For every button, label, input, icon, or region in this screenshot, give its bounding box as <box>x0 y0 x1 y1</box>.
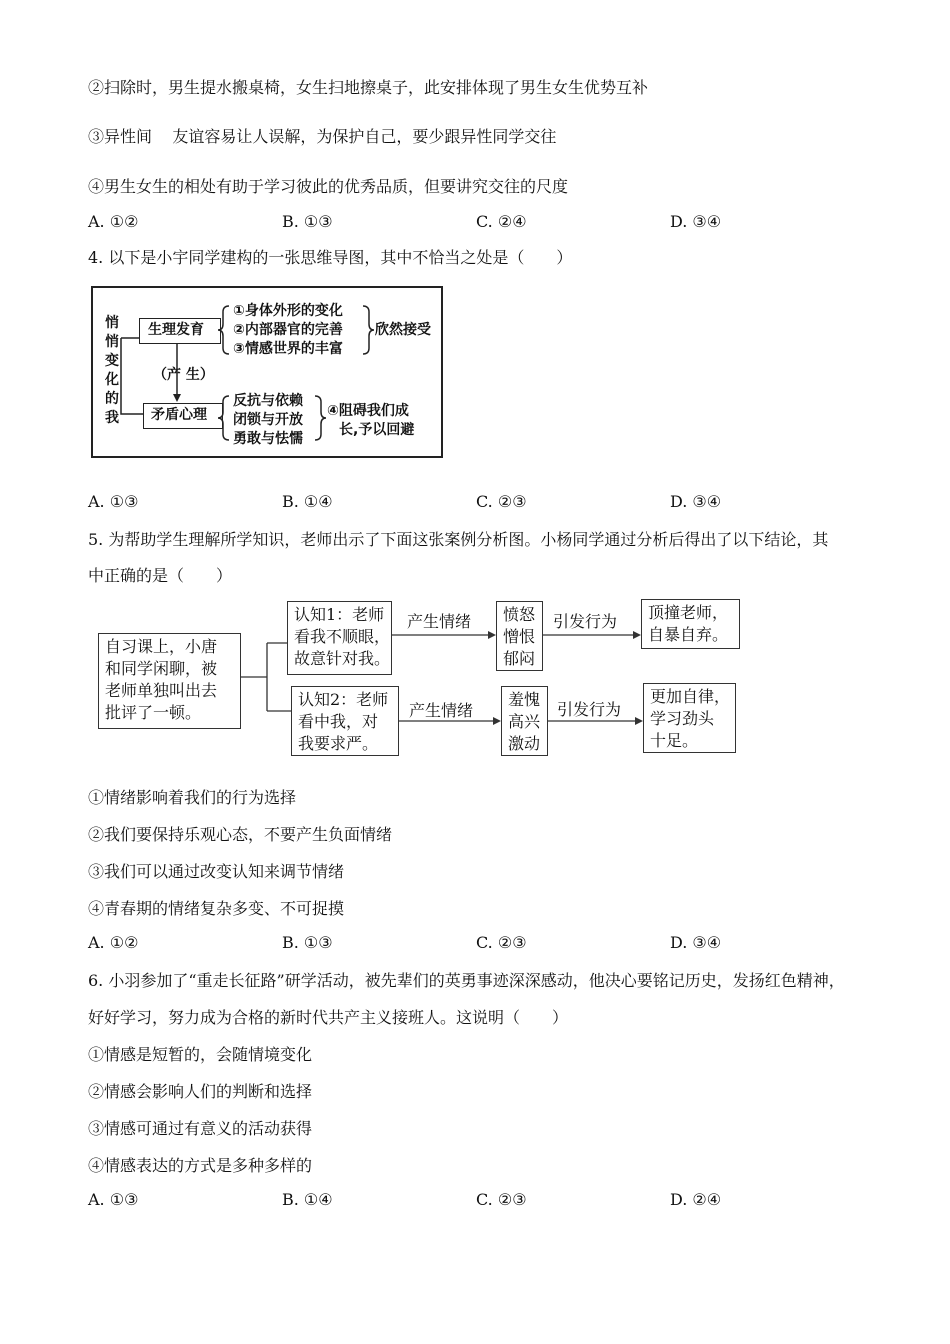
action2-line: 更加自律， <box>650 687 731 706</box>
mind-map-root-char: 化 <box>105 372 119 388</box>
cognition1-line: 看我不顺眼， <box>294 627 391 646</box>
q6-option-c[interactable]: C. ②③ <box>476 1190 527 1209</box>
q6-option-a[interactable]: A. ①③ <box>88 1190 139 1209</box>
q6-stem-line2: 好好学习，努力成为合格的新时代共产主义接班人。这说明（ ） <box>88 1008 569 1027</box>
event-line: 老师单独叫出去 <box>105 681 218 700</box>
cognition2-line: 看中我，对 <box>298 712 379 731</box>
q4-option-d[interactable]: D. ③④ <box>670 492 722 511</box>
q5-item-4: ④青春期的情绪复杂多变、不可捉摸 <box>88 899 345 918</box>
cognition1-line: 故意针对我。 <box>294 649 391 668</box>
event-line: 批评了一顿。 <box>105 703 202 722</box>
q6-option-d[interactable]: D. ②④ <box>670 1190 722 1209</box>
action1-line: 自暴自弃。 <box>648 625 729 644</box>
emotion2-line: 羞愧 <box>508 690 541 709</box>
branch2-item: 反抗与依赖 <box>233 393 303 409</box>
mind-map-connectors <box>91 286 443 458</box>
mind-map-root-char: 变 <box>105 353 119 369</box>
statement-2: ②扫除时，男生提水搬桌椅，女生扫地擦桌子，此安排体现了男生女生优势互补 <box>88 78 649 97</box>
branch1-item: ③情感世界的丰富 <box>233 341 343 357</box>
mind-map <box>91 286 443 458</box>
cause-behavior-label: 引发行为 <box>553 612 618 631</box>
mind-map-root-char: 我 <box>105 410 119 426</box>
event-line: 自习课上，小唐 <box>105 637 218 656</box>
node-conflict-label: 矛盾心理 <box>151 407 207 423</box>
q4-stem: 4. 以下是小宇同学建构的一张思维导图，其中不恰当之处是（ ） <box>88 248 573 267</box>
q5-stem-line1: 5. 为帮助学生理解所学知识，老师出示了下面这张案例分析图。小杨同学通过分析后得出了以下结论，其 <box>88 530 829 549</box>
cognition1-line: 认知1：老师 <box>294 605 385 624</box>
case-diagram <box>95 597 745 757</box>
branch2-item: 勇敢与怯懦 <box>233 431 303 447</box>
emotion1-line: 郁闷 <box>503 649 536 668</box>
produce-emotion-label: 产生情绪 <box>409 701 474 720</box>
action1-line: 顶撞老师， <box>648 603 729 622</box>
q4-option-a[interactable]: A. ①③ <box>88 492 139 511</box>
mind-map-root-char: 悄 <box>105 315 119 331</box>
mind-map-root-char: 悄 <box>105 334 119 350</box>
branch1-item: ②内部器官的完善 <box>233 322 343 338</box>
q3-option-b[interactable]: B. ①③ <box>282 212 333 231</box>
q6-option-b[interactable]: B. ①④ <box>282 1190 333 1209</box>
cause-behavior-label: 引发行为 <box>557 700 622 719</box>
q6-item-4: ④情感表达的方式是多种多样的 <box>88 1156 313 1175</box>
q5-item-1: ①情绪影响着我们的行为选择 <box>88 788 297 807</box>
branch1-result: 欣然接受 <box>375 322 431 338</box>
q3-option-c[interactable]: C. ②④ <box>476 212 527 231</box>
statement-3: ③异性间 友谊容易让人误解，为保护自己，要少跟异性同学交往 <box>88 127 557 146</box>
arrow-label: （产 生） <box>153 367 214 383</box>
q5-option-c[interactable]: C. ②③ <box>476 933 527 952</box>
q3-option-d[interactable]: D. ③④ <box>670 212 722 231</box>
case-connectors <box>95 597 745 757</box>
q5-stem-line2: 中正确的是（ ） <box>88 566 233 585</box>
q5-item-2: ②我们要保持乐观心态，不要产生负面情绪 <box>88 825 393 844</box>
emotion2-line: 高兴 <box>508 712 541 731</box>
q6-item-2: ②情感会影响人们的判断和选择 <box>88 1082 313 1101</box>
cognition2-line: 认知2：老师 <box>298 690 389 709</box>
cognition2-line: 我要求严。 <box>298 734 379 753</box>
emotion1-line: 憎恨 <box>503 627 536 646</box>
q4-option-c[interactable]: C. ②③ <box>476 492 527 511</box>
q5-option-a[interactable]: A. ①② <box>88 933 139 952</box>
branch2-result: 长,予以回避 <box>339 422 415 438</box>
action2-line: 学习劲头 <box>650 709 715 728</box>
emotion1-line: 愤怒 <box>503 605 536 624</box>
branch2-item: 闭锁与开放 <box>233 412 303 428</box>
q6-stem-line1: 6. 小羽参加了“重走长征路”研学活动，被先辈们的英勇事迹深深感动，他决心要铭记历史，发扬红色精神， <box>88 971 845 990</box>
q6-item-3: ③情感可通过有意义的活动获得 <box>88 1119 313 1138</box>
q3-option-a[interactable]: A. ①② <box>88 212 139 231</box>
branch2-result: ④阻碍我们成 <box>327 403 409 419</box>
node-physical-label: 生理发育 <box>148 322 204 338</box>
branch1-item: ①身体外形的变化 <box>233 303 343 319</box>
produce-emotion-label: 产生情绪 <box>407 612 472 631</box>
emotion2-line: 激动 <box>508 734 541 753</box>
q5-item-3: ③我们可以通过改变认知来调节情绪 <box>88 862 345 881</box>
q5-option-d[interactable]: D. ③④ <box>670 933 722 952</box>
event-line: 和同学闲聊，被 <box>105 659 218 678</box>
q4-option-b[interactable]: B. ①④ <box>282 492 333 511</box>
q6-item-1: ①情感是短暂的，会随情境变化 <box>88 1045 313 1064</box>
action2-line: 十足。 <box>650 731 699 750</box>
q5-option-b[interactable]: B. ①③ <box>282 933 333 952</box>
statement-4: ④男生女生的相处有助于学习彼此的优秀品质，但要讲究交往的尺度 <box>88 177 569 196</box>
mind-map-root-char: 的 <box>105 391 119 407</box>
